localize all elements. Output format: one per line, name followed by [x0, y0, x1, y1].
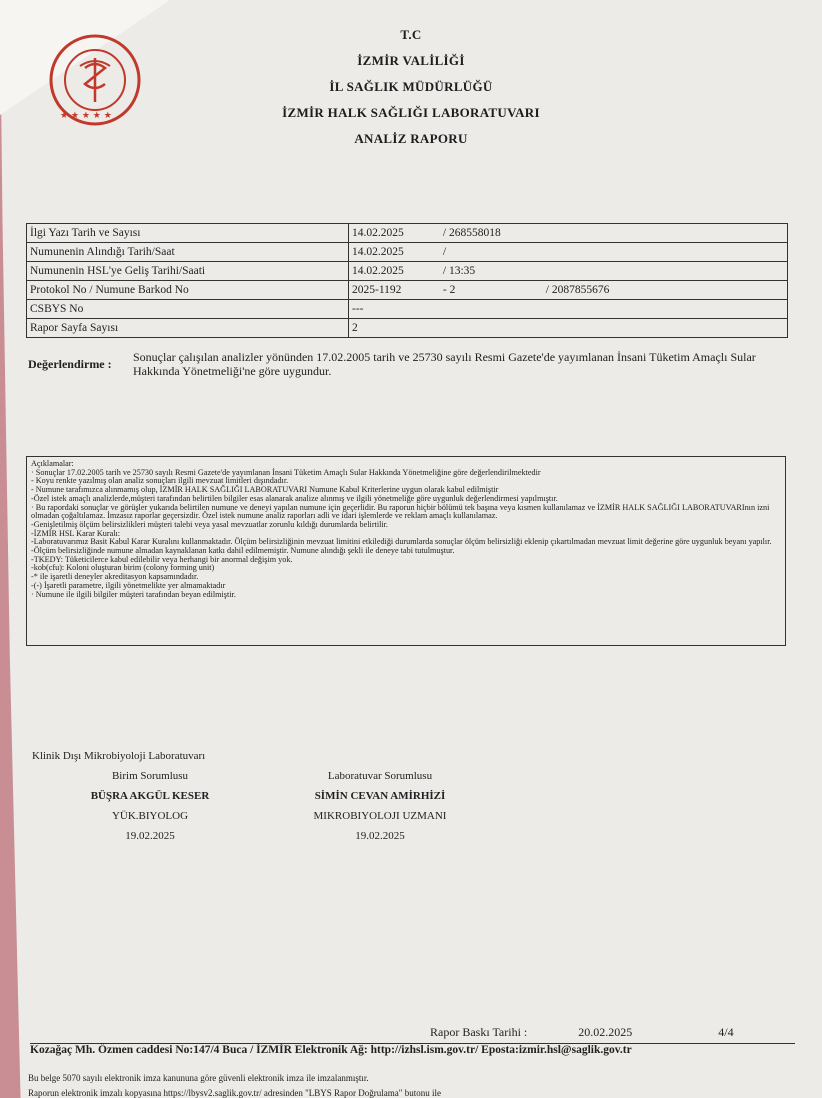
evaluation-text: Sonuçlar çalışılan analizler yönünden 17.02.2005 tarih ve 25730 sayılı Resmi Gazete'de yayımlanan İnsani Tüketim Amaçlı Sular Hakkında Yönetmeliği'ne göre uygundur.	[133, 350, 756, 378]
info-value-2: / 13:35	[442, 265, 476, 277]
notes-box	[26, 456, 786, 646]
info-value-1: 14.02.2025	[352, 246, 404, 258]
table-row	[27, 281, 788, 300]
info-label: CSBYS No	[27, 300, 349, 319]
note-line: Açıklamalar:	[31, 459, 74, 468]
header-laboratory: İZMİR HALK SAĞLIĞI LABORATUVARI	[282, 105, 540, 120]
info-label: Rapor Sayfa Sayısı	[27, 319, 349, 338]
info-value-2: - 2	[442, 284, 456, 296]
info-value-1: ---	[352, 303, 364, 315]
header-governorship: İZMİR VALİLİĞİ	[357, 53, 465, 68]
signature-right-name: SİMİN CEVAN AMİRHİZİ	[314, 790, 446, 802]
info-value-3: / 2087855676	[545, 284, 610, 296]
esign-note: Bu belge 5070 sayılı elektronik imza kanununa göre güvenli elektronik imza ile imzalanmıştır.	[28, 1073, 369, 1083]
svg-text:★ ★ ★ ★ ★: ★ ★ ★ ★ ★	[60, 111, 112, 121]
info-value	[349, 243, 788, 262]
info-label: Numunenin Alındığı Tarih/Saat	[27, 243, 349, 262]
signature-left-name: BÜŞRA AKGÜL KESER	[90, 790, 210, 802]
info-value-1: 14.02.2025	[352, 265, 404, 277]
info-value	[349, 224, 788, 243]
note-line: -İZMİR HSL Karar Kuralı:	[31, 528, 121, 538]
table-row	[27, 243, 788, 262]
header-tc: T.C	[400, 27, 422, 42]
document-header	[0, 22, 822, 152]
info-label: Protokol No / Numune Barkod No	[27, 281, 349, 300]
signature-left-date: 19.02.2025	[125, 830, 175, 842]
info-value-1: 2025-1192	[352, 284, 402, 296]
header-directorate: İL SAĞLIK MÜDÜRLÜĞÜ	[329, 79, 493, 94]
note-line: - Koyu renkte yazılmış olan analiz sonuçları ilgili mevzuat limitleri dışındadır.	[31, 476, 289, 486]
note-line: -kob(cfu): Koloni oluşturan birim (colony forming unit)	[31, 563, 215, 573]
note-line: -Laboratuvarımız Basit Kabul Karar Kuralını kullanmaktadır. Ölçüm belirsizliğinin mevzuat limitini etkilediği durumlarda sonuçlar ölçüm belirsizliği eklenip çıkartılmadan mevzuat limit değerine göre uygunluk beyanı yapılır.	[31, 537, 772, 547]
signature-left-title: YÜK.BIYOLOG	[111, 810, 189, 822]
lab-unit-name: Klinik Dışı Mikrobiyoloji Laboratuvarı	[32, 750, 206, 762]
info-value-2: / 268558018	[442, 227, 501, 239]
info-value	[349, 319, 788, 338]
header-report-title: ANALİZ RAPORU	[354, 131, 468, 146]
table-row	[27, 224, 788, 243]
table-row	[27, 319, 788, 338]
note-line: - Numune tarafımızca alınmamış olup, İZMİR HALK SAĞLIĞI LABORATUVARI Numune Kabul Kriterlerine uygun olarak kabul edilmiştir	[31, 485, 499, 495]
note-line: -(-) İşaretli parametre, ilgili yönetmelikte yer almamaktadır	[31, 580, 226, 590]
note-line: -Özel istek amaçlı analizlerde,müşteri tarafından belirtilen bilgiler esas alanarak analize alınmış ve ilgili yönetmeliğe göre uygunluk değerlendirmesi yapılmıştır.	[31, 493, 558, 503]
signature-right	[270, 766, 490, 846]
note-line: · Bu rapordaki sonuçlar ve görüşler yukarıda belirtilen numune ve deneyi yapılan numune için geçerlidir. Bu raporun hiçbir bölümü tek başına veya kısmen kullanılamaz ve İZMİR HALK SAĞLIĞI LABORATUVARInın izni olmadan çoğaltılamaz. İmzasız raporlar geçersizdir. Özel istek numune analiz raporları adli ve idari işlemlerde ve reklam amaçlı kullanılamaz.	[31, 502, 770, 521]
signature-right-date: 19.02.2025	[355, 830, 405, 842]
info-label: Numunenin HSL'ye Geliş Tarihi/Saati	[27, 262, 349, 281]
info-value-2: /	[442, 246, 447, 258]
info-label: İlgi Yazı Tarih ve Sayısı	[27, 224, 349, 243]
print-date-row	[430, 1025, 734, 1040]
print-date-value: 20.02.2025	[578, 1025, 633, 1039]
note-line: · Numune ile ilgili bilgiler müşteri tarafından beyan edilmiştir.	[31, 589, 236, 599]
note-line: -Genişletilmiş ölçüm belirsizlikleri müşteri talebi veya yasal mevzuatlar zorunlu kıldığı durumlarda belirtilir.	[31, 519, 388, 529]
note-line: -TKEDY: Tüketicilerce kabul edilebilir veya herhangi bir anormal değişim yok.	[31, 554, 293, 564]
signature-right-title: MIKROBIYOLOJI UZMANI	[313, 810, 447, 822]
table-row	[27, 300, 788, 319]
signature-left-role: Birim Sorumlusu	[111, 770, 189, 782]
signature-right-role: Laboratuvar Sorumlusu	[327, 770, 433, 782]
note-line: -Ölçüm belirsizliğinde numune almadan kaynaklanan katkı dahil edilmemiştir. Numune alındığı şekli ile deneye tabi tutulmuştur.	[31, 546, 455, 556]
info-value	[349, 300, 788, 319]
signature-left	[40, 766, 260, 846]
info-value	[349, 281, 788, 300]
note-line: · Sonuçlar 17.02.2005 tarih ve 25730 sayılı Resmi Gazete'de yayımlanan İnsani Tüketim Amaçlı Sular Hakkında Yönetmeliğine göre değerlendirilmektedir	[31, 467, 541, 477]
page-number: 4/4	[718, 1025, 734, 1039]
report-info-table	[26, 223, 788, 338]
note-line: -* ile işaretli deneyler akreditasyon kapsamındadır.	[31, 572, 199, 582]
footer-address: Kozağaç Mh. Özmen caddesi No:147/4 Buca / İZMİR Elektronik Ağ: http://izhsl.ism.gov.tr/ Eposta:izmir.hsl@saglik.gov.tr	[30, 1044, 632, 1056]
evaluation-label: Değerlendirme :	[28, 357, 112, 371]
info-value	[349, 262, 788, 281]
print-date-label: Rapor Baskı Tarihi :	[430, 1025, 528, 1039]
verify-note: Raporun elektronik imzalı kopyasına https://lbysv2.saglik.gov.tr/ adresinden "LBYS Rapor Doğrulama" butonu ile	[28, 1088, 441, 1098]
table-row	[27, 262, 788, 281]
info-value-1: 2	[352, 322, 358, 334]
info-value-1: 14.02.2025	[352, 227, 404, 239]
